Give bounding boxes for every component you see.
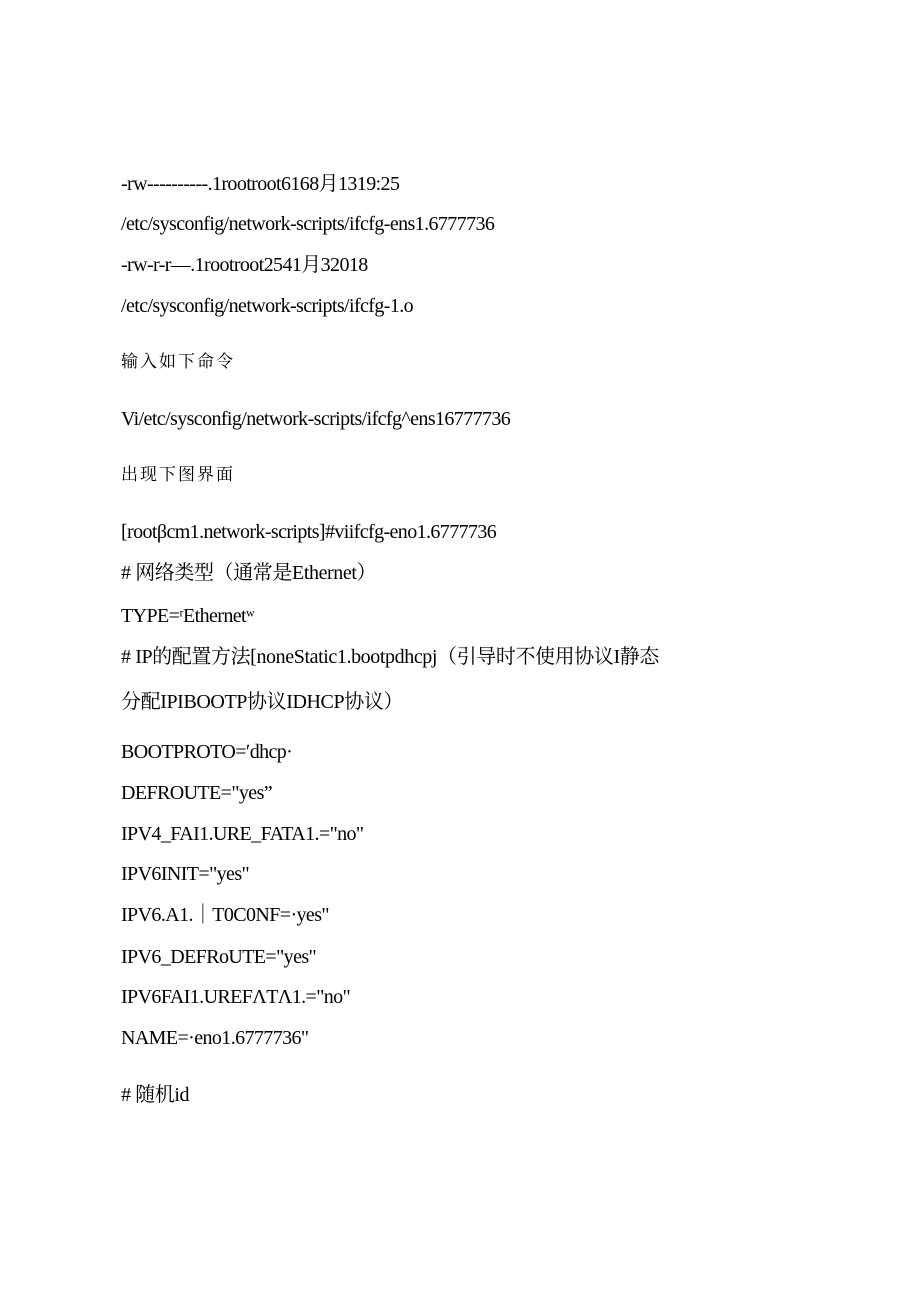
config-ipv4-failure-fatal-line: IPV4_FAI1.URE_FATA1.="no"	[121, 823, 364, 845]
comment-ip-config-method: # IP的配置方法[noneStatic1.bootpdhcpj（引导时不使用协议I静态	[121, 646, 659, 668]
instruction-screen-appears: 出现下图界面	[121, 465, 235, 485]
config-name-line: NAME=·eno1.6777736"	[121, 1027, 309, 1049]
file-listing-line-2: -rw-r-r—.1rootroot2541月32018	[121, 254, 368, 276]
comment-network-type: # 网络类型（通常是Ethernet）	[121, 562, 377, 584]
vi-command-line: Vi/etc/sysconfig/network-scripts/ifcfg^ens16777736	[121, 408, 511, 430]
config-ipv6init-line: IPV6INIT="yes"	[121, 863, 250, 885]
file-path-line-1: /etc/sysconfig/network-scripts/ifcfg-ens1.6777736	[121, 213, 495, 235]
config-bootproto-line: BOOTPROTO=ʹdhcp·	[121, 741, 293, 763]
config-type-line: TYPE=ʳEthernetʷ	[121, 605, 254, 627]
config-defroute-line: DEFROUTE="yes”	[121, 782, 273, 804]
shell-prompt-line: [rootβcm1.network-scripts]#viifcfg-eno1.6777736	[121, 521, 497, 543]
config-ipv6-autoconf-line: IPV6.A1.｜T0C0NF=·yes"	[121, 904, 329, 926]
file-path-line-2: /etc/sysconfig/network-scripts/ifcfg-1.o	[121, 295, 414, 317]
comment-random-id: # 随机id	[121, 1084, 190, 1106]
config-ipv6-defroute-line: IPV6_DEFRoUTE="yes"	[121, 946, 317, 968]
instruction-enter-command: 输入如下命令	[121, 352, 235, 372]
comment-ip-config-method-continued: 分配IPIBOOTP协议IDHCP协议）	[121, 691, 404, 713]
file-listing-line-1: -rw----------.1rootroot6168月1319:25	[121, 173, 400, 195]
config-ipv6-failure-fatal-line: IPV6FAI1.UREFΛTΛ1.="no"	[121, 986, 351, 1008]
